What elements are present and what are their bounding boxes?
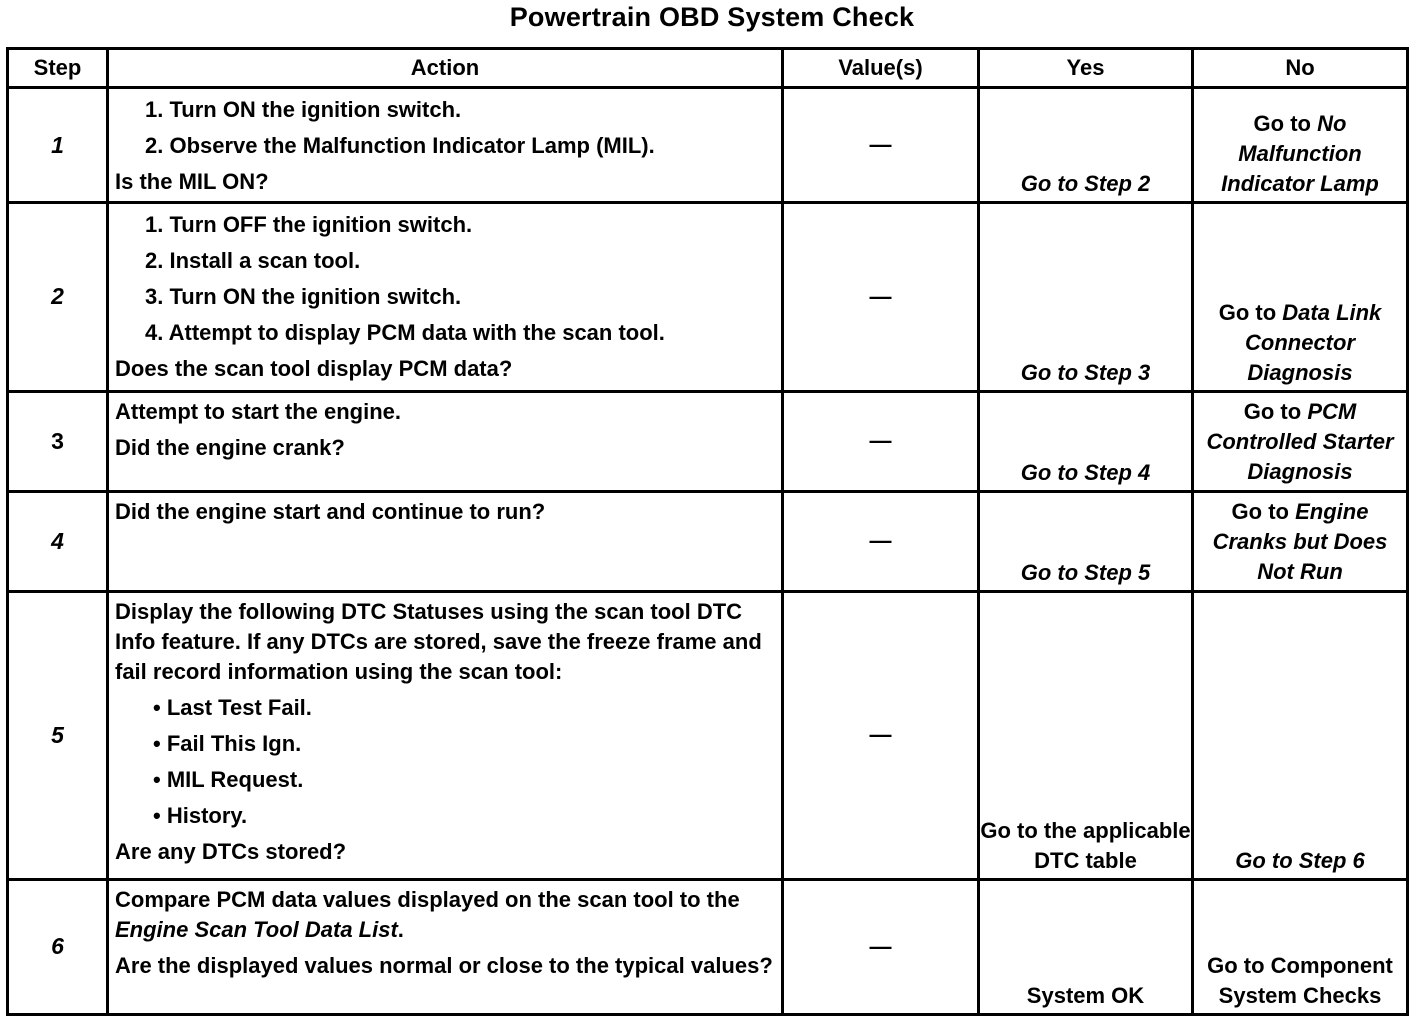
step-number: 3	[8, 391, 108, 491]
value-dash: —	[869, 528, 892, 554]
no-cell[interactable]	[1193, 391, 1408, 491]
diagnostic-table	[6, 47, 1409, 1016]
action-cell	[108, 88, 783, 203]
value-cell	[783, 391, 979, 491]
value-cell	[783, 203, 979, 391]
action-question: Is the MIL ON?	[115, 169, 269, 194]
bullet-item: • History.	[153, 803, 248, 829]
value-dash: —	[869, 283, 892, 309]
value-dash: —	[869, 933, 892, 959]
no-link[interactable]: Data Link Connector Diagnosis	[1245, 299, 1382, 385]
table-row	[8, 203, 1408, 391]
no-cell[interactable]: Go to Step 6	[1193, 592, 1408, 880]
action-step: 1. Turn ON the ignition switch.	[145, 97, 462, 122]
action-question: Did the engine crank?	[115, 434, 345, 460]
action-cell	[108, 592, 783, 880]
no-link[interactable]: PCM Controlled Starter Diagnosis	[1206, 398, 1394, 484]
header-yes: Yes	[979, 49, 1193, 88]
step-number: 4	[8, 491, 108, 591]
no-link[interactable]: Engine Cranks but Does Not Run	[1212, 498, 1388, 584]
action-question: Are the displayed values normal or close to the typical values?	[115, 952, 773, 978]
yes-cell[interactable]: Go to Step 5	[979, 491, 1193, 591]
action-step: 4. Attempt to display PCM data with the scan tool.	[145, 320, 665, 346]
no-cell[interactable]: Go to Component System Checks	[1193, 879, 1408, 1014]
header-action: Action	[108, 49, 783, 88]
yes-cell[interactable]: System OK	[979, 879, 1193, 1014]
action-question: Are any DTCs stored?	[115, 839, 347, 865]
yes-cell[interactable]: Go to Step 4	[979, 391, 1193, 491]
value-dash: —	[869, 132, 892, 158]
value-cell	[783, 879, 979, 1014]
action-question: Did the engine start and continue to run?	[115, 498, 546, 524]
action-step: 3. Turn ON the ignition switch.	[145, 284, 462, 310]
no-cell[interactable]	[1193, 88, 1408, 203]
yes-cell[interactable]: Go to Step 3	[979, 203, 1193, 391]
bullet-item: • Last Test Fail.	[153, 695, 312, 721]
table-row	[8, 88, 1408, 203]
header-no: No	[1193, 49, 1408, 88]
table-row	[8, 592, 1408, 880]
table-row	[8, 391, 1408, 491]
action-step: 2. Install a scan tool.	[145, 248, 361, 274]
no-cell[interactable]	[1193, 491, 1408, 591]
no-prefix: Go to	[1253, 111, 1311, 137]
action-question: Does the scan tool display PCM data?	[115, 356, 513, 382]
action-cell	[108, 203, 783, 391]
table-header-row	[8, 49, 1408, 88]
header-values: Value(s)	[783, 49, 979, 88]
no-link[interactable]: No Malfunction Indicator Lamp	[1221, 111, 1379, 197]
value-cell	[783, 491, 979, 591]
action-cell	[108, 391, 783, 491]
yes-cell[interactable]: Go to Step 2	[979, 88, 1193, 203]
no-prefix: Go to	[1243, 398, 1302, 424]
header-step: Step	[8, 49, 108, 88]
action-step: 1. Turn OFF the ignition switch.	[145, 212, 473, 238]
value-dash: —	[869, 722, 892, 748]
yes-cell[interactable]: Go to the applicable DTC table	[979, 592, 1193, 880]
no-prefix: Go to	[1218, 299, 1277, 325]
action-cell	[108, 491, 783, 591]
action-cell	[108, 879, 783, 1014]
table-row	[8, 491, 1408, 591]
value-cell	[783, 88, 979, 203]
no-cell[interactable]	[1193, 203, 1408, 391]
step-number: 5	[8, 592, 108, 880]
step-number: 1	[8, 88, 108, 203]
value-cell	[783, 592, 979, 880]
action-step: 2. Observe the Malfunction Indicator Lamp (MIL).	[145, 133, 655, 158]
action-text: Display the following DTC Statuses using the scan tool DTC Info feature. If any DTCs are stored, save the freeze frame and fail record information using the scan tool:	[115, 599, 762, 685]
bullet-item: • MIL Request.	[153, 767, 304, 793]
action-text: Attempt to start the engine.	[115, 398, 402, 424]
bullet-item: • Fail This Ign.	[153, 731, 302, 757]
page-title: Powertrain OBD System Check	[509, 2, 915, 32]
data-list-link[interactable]: Engine Scan Tool Data List	[115, 916, 398, 942]
step-number: 6	[8, 879, 108, 1014]
no-prefix: Go to	[1231, 498, 1289, 524]
action-text: Compare PCM data values displayed on the scan tool to the Engine Scan Tool Data List.	[115, 886, 740, 942]
step-number: 2	[8, 203, 108, 391]
table-row	[8, 879, 1408, 1014]
value-dash: —	[869, 428, 892, 454]
